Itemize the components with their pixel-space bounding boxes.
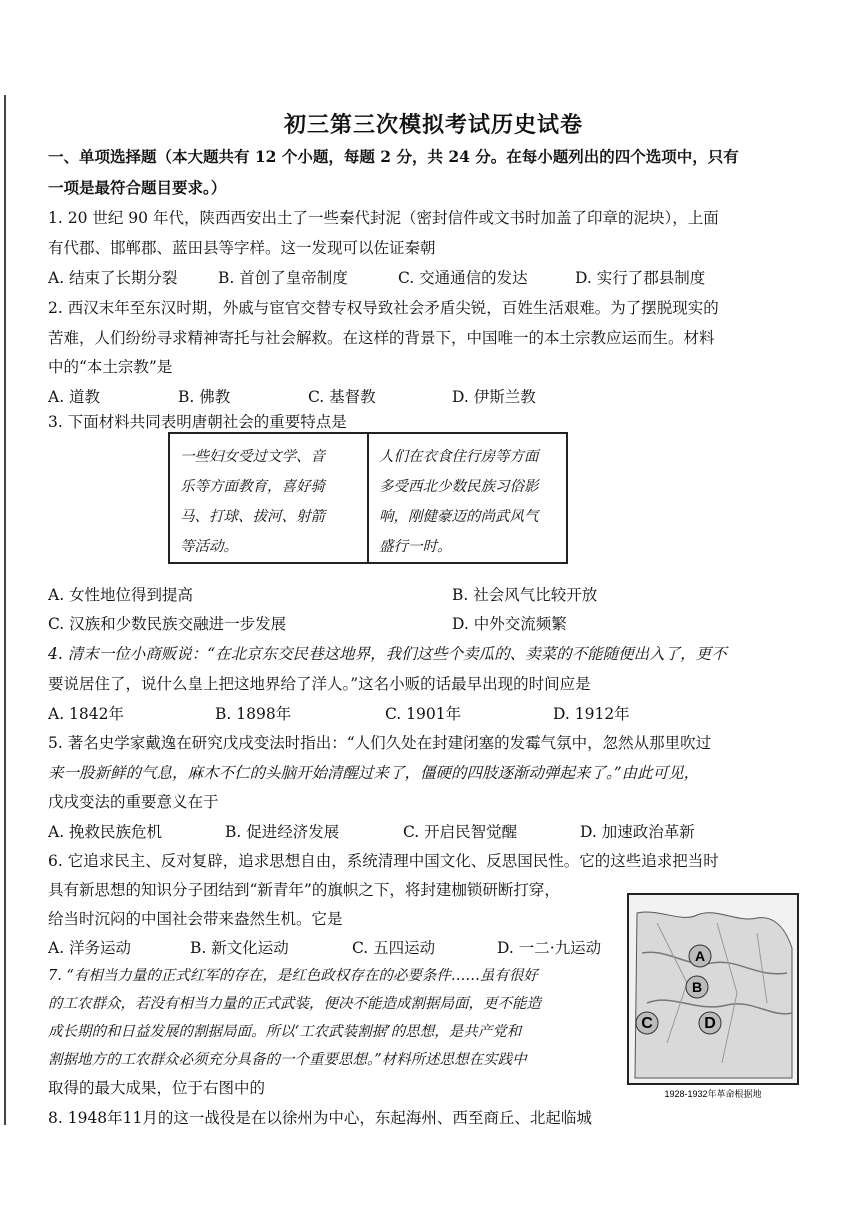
q4-option-b: B. 1898年 bbox=[215, 705, 292, 723]
map-caption: 1928-1932年革命根据地 bbox=[664, 1089, 762, 1099]
q3-material-table bbox=[168, 432, 568, 564]
q4-stem-line1: 4. 清末一位小商贩说：“在北京东交民巷这地界，我们这些个卖瓜的、卖菜的不能随便出入了，更不 bbox=[48, 645, 727, 663]
q2-stem-line3: 中的“本土宗教”是 bbox=[48, 358, 173, 376]
q4-stem-line2: 要说居住了，说什么皇上把这地界给了洋人。”这名小贩的话最早出现的时间应是 bbox=[48, 675, 591, 693]
revolutionary-bases-map bbox=[627, 893, 799, 1103]
q3-left-line: 一些妇女受过文学、音 bbox=[180, 449, 325, 465]
q2-option-c: C. 基督教 bbox=[308, 388, 376, 406]
q2-option-d: D. 伊斯兰教 bbox=[452, 388, 536, 406]
q3-stem: 3. 下面材料共同表明唐朝社会的重要特点是 bbox=[48, 413, 347, 431]
q6-stem-line3: 给当时沉闷的中国社会带来盎然生机。它是 bbox=[48, 910, 343, 928]
q7-stem-line2: 的工农群众，若没有相当力量的正式武装，便决不能造成割据局面，更不能造 bbox=[48, 996, 541, 1012]
q5-stem-line2: 来一股新鲜的气息，麻木不仁的头脑开始清醒过来了，僵硬的四肢逐渐动弹起来了。”由此可见， bbox=[48, 764, 700, 782]
q6-stem-line2: 具有新思想的知识分子团结到“新青年”的旗帜之下，将封建枷锁研断打穿， bbox=[48, 881, 560, 899]
q6-option-c: C. 五四运动 bbox=[352, 939, 436, 957]
q3-option-a: A. 女性地位得到提高 bbox=[48, 586, 194, 604]
q6-option-a: A. 洋务运动 bbox=[48, 939, 132, 957]
map-label-a: A bbox=[694, 948, 706, 964]
q6-stem-line1: 6. 它追求民主、反对复辟，追求思想自由，系统清理中国文化、反思国民性。它的这些追求把当时 bbox=[48, 852, 719, 870]
q7-stem-line3: 成长期的和日益发展的割据局面。所以‘工农武装割据’的思想，是共产党和 bbox=[48, 1024, 522, 1040]
q3-right-line: 盛行一时。 bbox=[379, 539, 452, 555]
q5-option-c: C. 开启民智觉醒 bbox=[403, 823, 518, 841]
section-heading-line1: 一、单项选择题（本大题共有 12 个小题，每题 2 分，共 24 分。在每小题列出的四个选项中，只有 bbox=[48, 147, 739, 166]
q1-option-a: A. 结束了长期分裂 bbox=[48, 269, 178, 287]
map-landmass bbox=[635, 912, 792, 1078]
q2-stem-line1: 2. 西汉末年至东汉时期，外戚与宦官交替专权导致社会矛盾尖锐，百姓生活艰难。为了摆脱现实的 bbox=[48, 299, 719, 317]
page-title: 初三第三次模拟考试历史试卷 bbox=[283, 112, 583, 138]
q2-option-a: A. 道教 bbox=[48, 388, 101, 406]
q2-stem-line2: 苦难，人们纷纷寻求精神寄托与社会解救。在这样的背景下，中国唯一的本土宗教应运而生。材料 bbox=[48, 329, 715, 347]
q7-stem-line5: 取得的最大成果，位于右图中的 bbox=[48, 1079, 266, 1097]
q8-stem-line1: 8. 1948年11月的这一战役是在以徐州为中心，东起海州、西至商丘、北起临城 bbox=[48, 1109, 592, 1127]
q1-stem-line2: 有代郡、邯郸郡、蓝田县等字样。这一发现可以佐证秦朝 bbox=[48, 239, 436, 257]
q5-stem-line1: 5. 著名史学家戴逸在研究戊戌变法时指出：“人们久处在封建闭塞的发霉气氛中，忽然从那里吹过 bbox=[48, 734, 712, 752]
q4-option-d: D. 1912年 bbox=[553, 705, 630, 723]
q3-material-right bbox=[367, 434, 566, 562]
q3-option-d: D. 中外交流频繁 bbox=[452, 615, 567, 633]
q6-option-b: B. 新文化运动 bbox=[190, 939, 289, 957]
q3-right-line: 人们在衣食住行房等方面 bbox=[379, 449, 539, 465]
q1-option-b: B. 首创了皇帝制度 bbox=[218, 269, 348, 287]
map-label-b: B bbox=[691, 979, 703, 995]
q2-option-b: B. 佛教 bbox=[178, 388, 231, 406]
q1-option-c: C. 交通通信的发达 bbox=[398, 269, 528, 287]
section-heading-line2: 一项是最符合题目要求。） bbox=[48, 178, 227, 197]
q5-option-a: A. 挽救民族危机 bbox=[48, 823, 163, 841]
q1-stem-line1: 1. 20 世纪 90 年代，陕西西安出土了一些秦代封泥（密封信件或文书时加盖了印章的泥块），上面 bbox=[48, 209, 719, 227]
q3-left-line: 乐等方面教育，喜好骑 bbox=[180, 479, 325, 495]
q3-right-line: 多受西北少数民族习俗影 bbox=[379, 479, 539, 495]
q3-option-c: C. 汉族和少数民族交融进一步发展 bbox=[48, 615, 287, 633]
q7-stem-line1: 7. “有相当力量的正式红军的存在，是红色政权存在的必要条件……虽有很好 bbox=[48, 968, 538, 984]
q5-option-b: B. 促进经济发展 bbox=[225, 823, 340, 841]
q3-right-line: 响，刚健豪迈的尚武风气 bbox=[379, 509, 539, 525]
map-label-c: C bbox=[641, 1015, 653, 1032]
q3-left-line: 等活动。 bbox=[180, 539, 238, 555]
q3-left-line: 马、打球、拔河、射箭 bbox=[180, 509, 325, 525]
q5-stem-line3: 戊戌变法的重要意义在于 bbox=[48, 793, 219, 811]
q4-option-c: C. 1901年 bbox=[385, 705, 462, 723]
margin-line bbox=[4, 95, 6, 1125]
q5-option-d: D. 加速政治革新 bbox=[580, 823, 695, 841]
q6-option-d: D. 一二·九运动 bbox=[497, 939, 602, 957]
map-label-d: D bbox=[704, 1015, 716, 1032]
q7-stem-line4: 割据地方的工农群众必须充分具备的一个重要思想。”材料所述思想在实践中 bbox=[48, 1052, 527, 1068]
q4-option-a: A. 1842年 bbox=[48, 705, 124, 723]
q3-material-left bbox=[170, 434, 367, 562]
q1-option-d: D. 实行了郡县制度 bbox=[575, 269, 706, 287]
q3-option-b: B. 社会风气比较开放 bbox=[452, 586, 598, 604]
